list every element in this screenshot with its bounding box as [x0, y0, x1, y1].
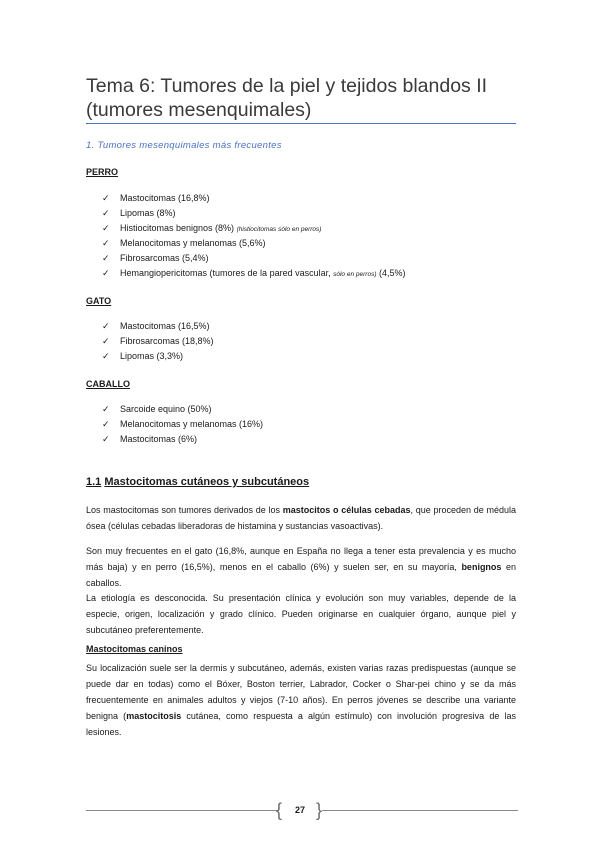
list-item: ✓ Fibrosarcomas (18,8%) [102, 334, 214, 349]
section-title: Mastocitomas cutáneos y subcutáneos [104, 476, 310, 488]
check-icon: ✓ [102, 238, 110, 248]
section-number: 1.1 [86, 476, 102, 488]
list-item: ✓ Mastocitomas (16,5%) [102, 319, 214, 334]
list-item: ✓ Lipomas (3,3%) [102, 349, 214, 364]
species-heading-gato: GATO [86, 296, 112, 306]
check-icon: ✓ [102, 253, 110, 263]
footer-brace-right: } [316, 800, 323, 820]
species-heading-perro: PERRO [86, 167, 119, 177]
item-note: (histiocitomas sólo en perros) [236, 226, 322, 233]
check-icon: ✓ [102, 208, 110, 218]
species-heading-caballo: CABALLO [86, 379, 130, 389]
check-icon: ✓ [102, 336, 110, 346]
list-item: ✓ Melanocitomas y melanomas (16%) [102, 417, 263, 432]
list-item: ✓ Histiocitomas benignos (8%) (histiocitomas sólo en perros) [102, 221, 406, 236]
subheading-mastocitomas-caninos: Mastocitomas caninos [86, 644, 183, 654]
check-icon: ✓ [102, 434, 110, 444]
paragraph-canine: Su localización suele ser la dermis y subcutáneo, además, existen varias razas predispuestas (aunque se puede dar en todas) como el Bóxer, Boston terrier, Labrador, Cocker o Shar-pei chino y se da más frecuentemente en animales adultos y viejos (7-10 años). En perros jóvenes se describe una variante benigna (mastocitosis cutánea, como respuesta a algún estímulo) con involución progresiva de las lesiones. [86, 663, 516, 737]
page-title: Tema 6: Tumores de la piel y tejidos blandos II (tumores mesenquimales) [86, 75, 488, 121]
check-icon: ✓ [102, 193, 110, 203]
list-item: ✓ Melanocitomas y melanomas (5,6%) [102, 236, 406, 251]
check-icon: ✓ [102, 419, 110, 429]
footer-brace-left: { [276, 800, 283, 820]
check-icon: ✓ [102, 351, 110, 361]
list-item: ✓ Hemangiopericitomas (tumores de la pared vascular, sólo en perros) (4,5%) [102, 266, 406, 281]
section-subtitle: 1. Tumores mesenquimales más frecuentes [86, 140, 282, 151]
list-caballo [102, 402, 263, 447]
footer-rule-right [322, 810, 518, 811]
list-item: ✓ Sarcoide equino (50%) [102, 402, 263, 417]
list-gato [102, 319, 214, 364]
check-icon: ✓ [102, 321, 110, 331]
check-icon: ✓ [102, 404, 110, 414]
paragraph-definition: Los mastocitomas son tumores derivados de los mastocitos o células cebadas, que proceden de médula ósea (células cebadas liberadoras de histamina y sustancias vasoactivas). [86, 505, 517, 531]
check-icon: ✓ [102, 223, 110, 233]
list-item: ✓ Mastocitomas (16,8%) [102, 191, 406, 206]
list-item: ✓ Mastocitomas (6%) [102, 432, 263, 447]
section-heading [86, 476, 309, 488]
list-perro [102, 191, 406, 281]
item-note: sólo en perros) [333, 271, 377, 278]
title-underline [86, 123, 516, 124]
paragraph-etiology: La etiología es desconocida. Su presentación clínica y evolución son muy variables, depende de la especie, origen, localización y grado clínico. Pueden originarse en cualquier órgano, aunque piel y subcutáneo preferentemente. [86, 593, 516, 635]
page-number: 27 [294, 805, 305, 815]
footer-rule-left [86, 810, 278, 811]
check-icon: ✓ [102, 268, 110, 278]
list-item: ✓ Fibrosarcomas (5,4%) [102, 251, 406, 266]
paragraph-frequency: Son muy frecuentes en el gato (16,8%, aunque en España no llega a tener esta prevalencia y es mucho más baja) y en perro (16,5%), menos en el caballo (6%) y suelen ser, en su mayoría, benignos en caballos. [86, 546, 516, 588]
list-item: ✓ Lipomas (8%) [102, 206, 406, 221]
